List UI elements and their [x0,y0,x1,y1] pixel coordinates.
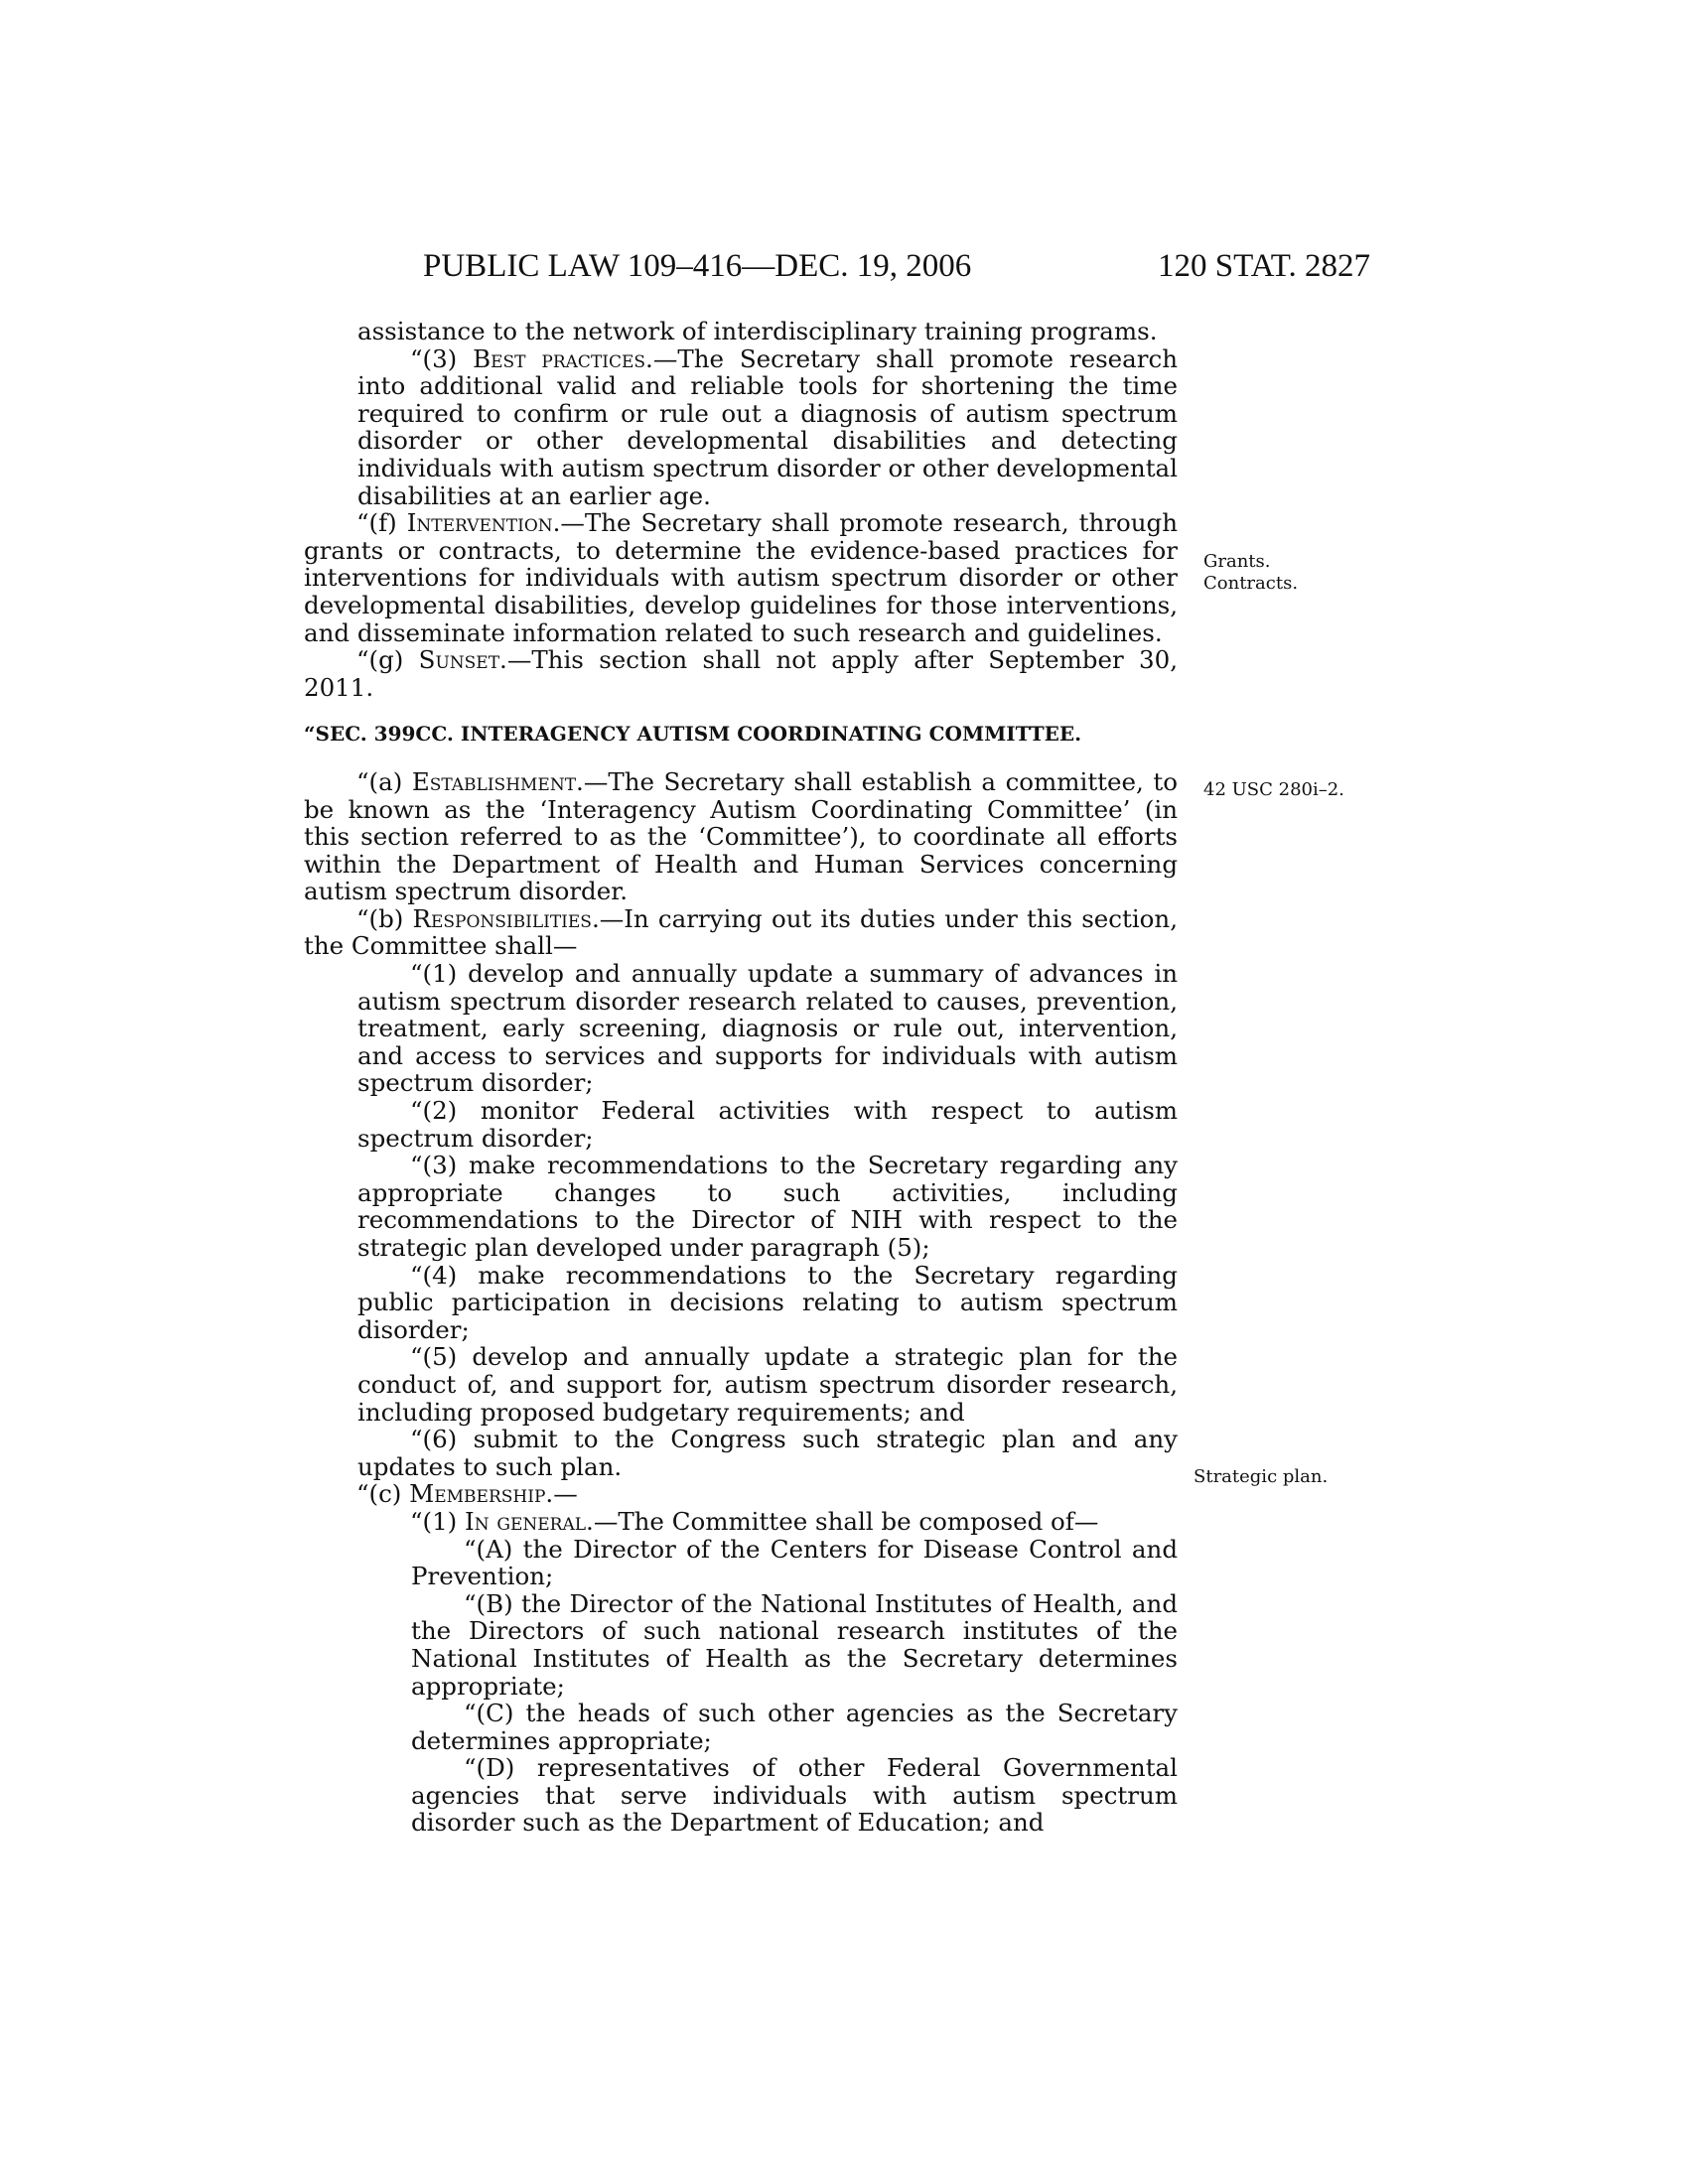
paragraph-text: —The Secretary shall promote research, through grants or contracts, to determine the evidence-based practices for interventions for individuals with autism spectrum disorder or other developmental disabilities, develop guidelines for those interventions, and disseminate information related to such research and guidelines. [304,508,1178,647]
paragraph-heading: Membership. [409,1479,554,1509]
subparagraph-d: “(D) representatives of other Federal Governmental agencies that serve individuals with autism spectrum disorder such as the Department of Education; and [411,1753,1178,1838]
paragraph-item-2: “(2) monitor Federal activities with respect to autism spectrum disorder; [357,1096,1178,1153]
paragraph-number: “(g) [356,645,419,675]
paragraph-number: “(f) [356,508,407,538]
subparagraph-b: “(B) the Director of the National Institutes of Health, and the Directors of such national research institutes of the National Institutes of Health as the Secretary determines appropriate; [411,1588,1178,1701]
paragraph-heading: Establishment. [411,766,584,796]
paragraph-number: “(b) [356,903,413,933]
margin-note-grants: Grants. [1203,551,1271,572]
paragraph-number: “(1) [410,1506,466,1536]
paragraph-heading: Best practices. [473,343,653,373]
paragraph-text: —In carrying out its duties under this section, the Committee shall— [304,903,1178,961]
paragraph-intervention [304,509,1178,646]
paragraph-responsibilities [304,905,1178,960]
paragraph-item-5: “(5) develop and annually update a strategic plan for the conduct of, and support for, autism spectrum disorder research, including proposed budgetary requirements; and [357,1342,1178,1427]
paragraph-item-6: “(6) submit to the Congress such strategic plan and any updates to such plan. [357,1425,1178,1481]
paragraph-text: —This section shall not apply after September 30, 2011. [304,645,1178,702]
margin-note-usc: 42 USC 280i–2. [1203,779,1344,800]
paragraph-heading: In general. [465,1506,594,1536]
statute-page-number: 120 STAT. 2827 [1157,248,1370,284]
paragraph-number: “(c) [356,1479,410,1509]
paragraph-number: “(a) [356,766,412,796]
body-text-column [304,318,1178,1837]
paragraph-heading: Responsibilities. [412,903,600,933]
paragraph-text: —The Secretary shall promote research into additional valid and reliable tools for shortening the time required to confirm or rule out a diagnosis of autism spectrum disorder or other developmental disabilities and detecting individuals with autism spectrum disorder or other developmental disabilities at an earlier age. [357,343,1178,510]
paragraph-text: — [553,1479,578,1509]
subparagraph-c: “(C) the heads of such other agencies as the Secretary determines appropriate; [411,1699,1178,1755]
paragraph-item-3: “(3) make recommendations to the Secretary regarding any appropriate changes to such activities, including recommendations to the Director of NIH with respect to the strategic plan developed under paragraph (5); [357,1151,1178,1262]
running-head-title: PUBLIC LAW 109–416—DEC. 19, 2006 [423,248,972,284]
margin-note-contracts: Contracts. [1203,573,1299,594]
subparagraph-a: “(A) the Director of the Centers for Disease Control and Prevention; [411,1534,1178,1591]
paragraph-heading: Sunset. [418,645,507,675]
paragraph-heading: Intervention. [406,508,561,538]
paragraph-membership [304,1480,1178,1508]
running-head [423,248,1370,288]
paragraph-best-practices [304,345,1178,510]
paragraph-number: “(3) [410,343,474,373]
paragraph-text: —The Committee shall be composed of— [593,1506,1099,1536]
paragraph-in-general [304,1508,1178,1536]
paragraph-sunset [304,646,1178,701]
paragraph-continuation: assistance to the network of interdisciplinary training programs. [357,317,1158,345]
paragraph-establishment [304,768,1178,905]
section-heading: “SEC. 399CC. INTERAGENCY AUTISM COORDINATING COMMITTEE. [304,722,1082,747]
margin-note-strategic-plan: Strategic plan. [1194,1466,1329,1487]
paragraph-text: —The Secretary shall establish a committee, to be known as the ‘Interagency Autism Coordinating Committee’ (in this section referred to as the ‘Committee’), to coordinate all efforts within the Department of Health and Human Services concerning autism spectrum disorder. [304,766,1178,906]
paragraph-item-4: “(4) make recommendations to the Secretary regarding public participation in decisions relating to autism spectrum disorder; [357,1260,1178,1344]
paragraph-item-1: “(1) develop and annually update a summary of advances in autism spectrum disorder research related to causes, prevention, treatment, early screening, diagnosis or rule out, intervention, and access to services and supports for individuals with autism spectrum disorder; [357,959,1178,1098]
